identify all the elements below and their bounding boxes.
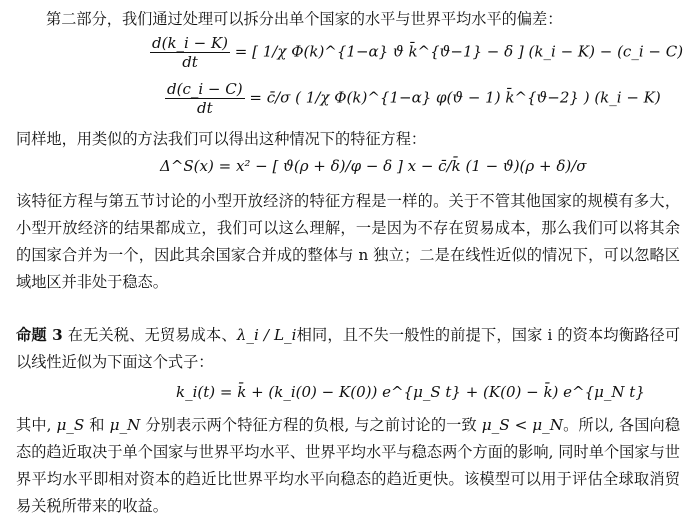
paragraph-conclusion [16,412,680,520]
eq1-fraction [150,34,230,71]
paragraph-intro: 第二部分，我们通过处理可以拆分出单个国家的水平与世界平均水平的偏差： [46,10,563,28]
eq1-numerator: d(k_i − K) [152,34,229,52]
conclusion-text-c: 分别表示两个特征方程的负根, 与之前讨论的一致 [145,416,477,434]
proposition-text-a: 在无关税、无贸易成本、 [67,326,237,344]
eq1-rhs: = [ 1/χ Φ(k)^{1−α} ϑ k̄^{ϑ−1} − δ ] (k_i − K) − (c_i − C) [234,42,684,61]
proposition-text-b: 相同，且不失一般性的前提下，国家 i 的资本均衡路径可以线性近似为下面这个式子： [16,326,681,371]
eq1-denominator: dt [150,52,230,71]
paragraph-similar: 同样地，用类似的方法我们可以得出这种情况下的特征方程： [16,130,427,148]
equation-2 [165,80,661,117]
equation-3 [160,157,587,175]
conclusion-text-b: 和 [89,416,105,434]
eq2-rhs: = c̄/σ ( 1/χ Φ(k)^{1−α} φ(ϑ − 1) k̄^{ϑ−2} ) (k_i − K) [249,88,661,107]
equation-1 [150,34,683,71]
equation-4 [176,383,645,401]
mu-s-symbol: μ_S [56,416,85,434]
proposition-label: 命题 3 [16,326,63,344]
mu-n-symbol: μ_N [109,416,141,434]
conclusion-text-d: 。所以, 各国向稳态的趋近取决于单个国家与世界平均水平、世界平均水平与稳态两个方面的影响, 同时单个国家与世界平均水平即相对资本的趋近比世界平均水平向稳态的趋近更快。该模型可以用于评估全球取消贸易关税所带来的收益。 [16,416,681,515]
eq4-expression: k_i(t) = k̄ + (k_i(0) − K(0)) e^{μ_S t} + (K(0) − k̄) e^{μ_N t} [176,383,645,401]
paragraph-discussion: 该特征方程与第五节讨论的小型开放经济的特征方程是一样的。关于不管其他国家的规模有多大，小型开放经济的结果都成立，我们可以这么理解，一是因为不存在贸易成本，那么我们可以将其余的国家合并为一个，因此其余国家合并成的整体与 n 独立；二是在线性近似的情况下，可以忽略区域地区并非处于稳态。 [16,192,680,291]
eq2-denominator: dt [165,98,245,117]
proposition-3 [16,322,680,376]
lambda-ratio: λ_i / L_i [236,326,297,344]
mu-inequality: μ_S < μ_N [481,416,564,434]
eq2-numerator: d(c_i − C) [167,80,243,98]
eq3-expression: Δ^S(x) = x² − [ ϑ(ρ + δ)/φ − δ ] x − c̄/k̄ (1 − ϑ)(ρ + δ)/σ [160,157,587,175]
eq2-fraction [165,80,245,117]
conclusion-text-a: 其中, [16,416,52,434]
